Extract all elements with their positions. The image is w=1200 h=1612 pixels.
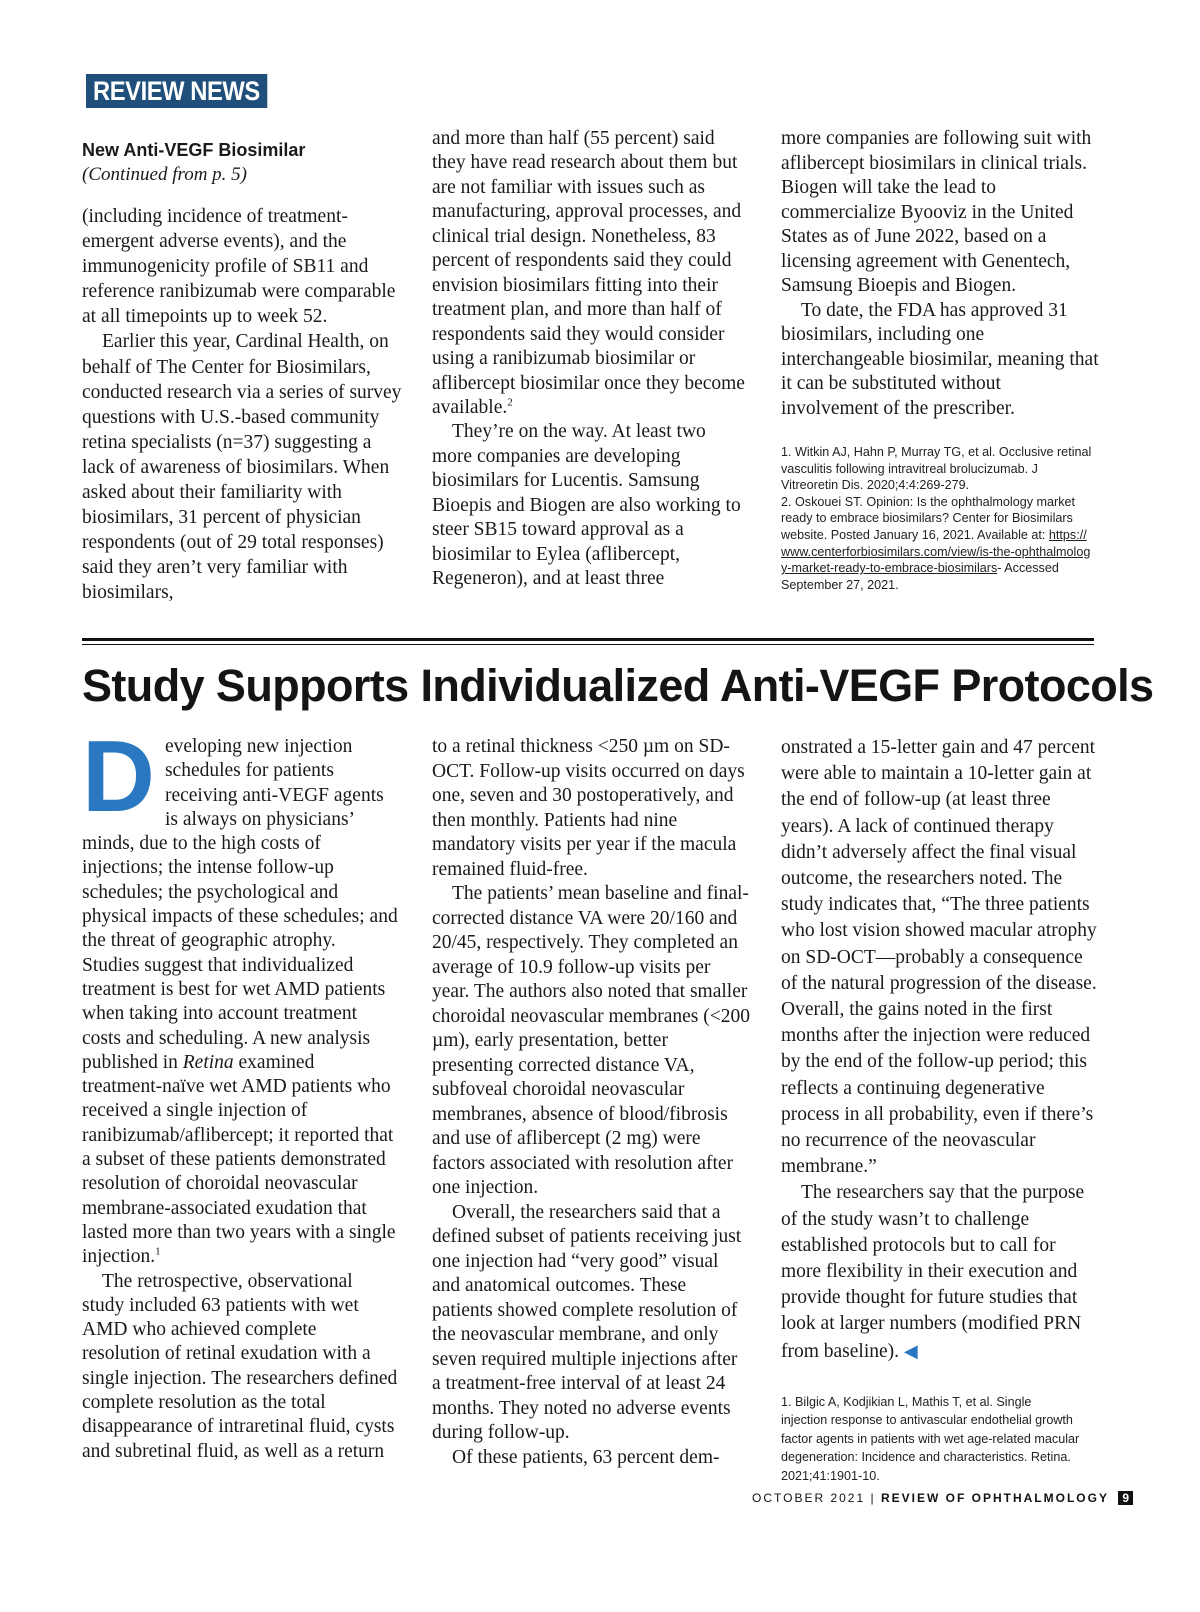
reference-item: 1. Bilgic A, Kodjikian L, Mathis T, et al. Single injection response to antivascular endothelial growth factor agents in patients with wet age-related macular degeneration: Incidence and characteristics. Retina. 2021;41:1901-10.: [781, 1394, 1080, 1483]
footer-separator: |: [870, 1491, 876, 1505]
top-article-column-1: [82, 130, 404, 606]
paragraph: The patients’ mean baseline and final-corrected distance VA were 20/160 and 20/45, respectively. They completed an average of 10.9 follow-up visits per year. The authors also noted that smaller choroidal neovascular membranes (<200 µm), early presentation, better presenting corrected distance VA, subfoveal choroidal neovascular membranes, absence of blood/fibrosis and use of aflibercept (2 mg) were factors associated with resolution after one injection.: [432, 883, 751, 1198]
main-article-column-3: [781, 735, 1099, 1485]
paragraph-text: eveloping new injection schedules for patients receiving anti-VEGF agents is always on physicians’ minds, due to the high costs of injections; the intense follow-up schedules; the psychological and physical impacts of these schedules; and the threat of geographic atrophy. Studies suggest that individualized treatment is best for wet AMD patients when taking into account treatment costs and scheduling. A new analysis published in: [82, 736, 398, 1073]
journal-name: Retina: [182, 1051, 234, 1073]
footnote-ref: 2: [507, 396, 513, 409]
paragraph-text: and more than half (55 percent) said they have read research about them but are not familiar with issues such as manufacturing, approval processes, and clinical trial design. Nonetheless, 83 percent of respondents said they could envision biosimilars fitting into their treatment plan, and more than half of respondents said they would consider using a ranibizumab biosimilar or aflibercept biosimilar once they become available.: [432, 128, 745, 418]
reference-item: 1. Witkin AJ, Hahn P, Murray TG, et al. Occlusive retinal vasculitis following intravitreal brolucizumab. J Vitreoretin Dis. 2020;4:4:269-279.: [781, 445, 1092, 493]
references: [781, 444, 1093, 593]
page-number: 9: [1118, 1491, 1133, 1505]
paragraph: The retrospective, observational study included 63 patients with wet AMD who achieved complete resolution of retinal exudation with a single injection. The researchers defined complete resolution as the total disappearance of intraretinal fluid, cysts and subretinal fluid, as well as a return: [82, 1270, 398, 1462]
end-mark-icon: ◀: [903, 1340, 918, 1361]
section-tag: REVIEW NEWS: [86, 74, 267, 108]
paragraph: (including incidence of treatment-emergent adverse events), and the immunogenicity profile of SB11 and reference ranibizumab were comparable at all timepoints up to week 52.: [82, 206, 396, 328]
paragraph: [82, 721, 398, 1270]
drop-cap: D: [82, 721, 155, 833]
paragraph: more companies are following suit with aflibercept biosimilars in clinical trials. Biogen will take the lead to commercialize Byooviz in the United States as of June 2022, based on a licensing agreement with Genentech, Samsung Bioepis and Biogen.: [781, 128, 1092, 296]
reference-link[interactable]: https://www.centerforbiosimilars.com/view/is-the-ophthalmology-market-ready-to-embrace-biosimilars: [781, 527, 1091, 576]
article-kicker: New Anti-VEGF Biosimilar: [82, 140, 306, 160]
reference-tail: - Accessed September 27, 2021.: [781, 561, 1059, 592]
paragraph: [432, 127, 750, 420]
paragraph-text: The researchers say that the purpose of the study wasn’t to challenge established protocols but to call for more flexibility in their execution and provide thought for future studies that look at larger numbers (modified PRN from baseline).: [781, 1182, 1085, 1362]
paragraph: Earlier this year, Cardinal Health, on behalf of The Center for Biosimilars, conducted research via a series of survey questions with U.S.-based community retina specialists (n=37) suggesting a lack of awareness of biosimilars. When asked about their familiarity with biosimilars, 31 percent of physician respondents (out of 29 total responses) said they aren’t very familiar with biosimilars,: [82, 331, 402, 604]
top-article-column-2: [432, 127, 750, 592]
continued-note: (Continued from p. 5): [82, 164, 248, 185]
reference-text: 2. Oskouei ST. Opinion: Is the ophthalmology market ready to embrace biosimilars? Center for Biosimilars website. Posted January 16, 2021. Available at:: [781, 494, 1076, 542]
paragraph: To date, the FDA has approved 31 biosimilars, including one interchangeable biosimilar, meaning that it can be substituted without involvement of the prescriber.: [781, 299, 1099, 419]
paragraph: They’re on the way. At least two more companies are developing biosimilars for Lucentis. Samsung Bioepis and Biogen are also working to steer SB15 toward approval as a biosimilar to Eylea (aflibercept, Regeneron), and at least three: [432, 421, 741, 590]
page-footer: [752, 1491, 1133, 1505]
divider-thin: [82, 644, 1094, 645]
divider-thick: [82, 638, 1094, 641]
top-article-column-3: [781, 127, 1099, 593]
footer-issue: OCTOBER 2021: [752, 1491, 866, 1505]
paragraph: [781, 1180, 1099, 1364]
main-article-column-2: [432, 735, 750, 1470]
main-article-column-1: [82, 721, 398, 1464]
footnote-ref: 1: [155, 1245, 161, 1258]
footer-publication: REVIEW OF OPHTHALMOLOGY: [880, 1491, 1109, 1505]
references: [781, 1393, 1081, 1485]
paragraph-text: examined treatment-naïve wet AMD patients who received a single injection of ranibizumab/aflibercept; it reported that a subset of these patients demonstrated resolution of choroidal neovascular membrane-associated exudation that lasted more than two years with a single injection.: [82, 1051, 396, 1268]
paragraph: Overall, the researchers said that a defined subset of patients receiving just one injection had “very good” visual and anatomical outcomes. These patients showed complete resolution of the neovascular membrane, and only seven required multiple injections after a treatment-free interval of at least 24 months. They noted no adverse events during follow-up.: [432, 1201, 742, 1443]
paragraph: to a retinal thickness <250 µm on SD-OCT. Follow-up visits occurred on days one, seven and 30 postoperatively, and then monthly. Patients had nine mandatory visits per year if the macula remained fluid-free.: [432, 736, 745, 880]
paragraph: Of these patients, 63 percent dem-: [452, 1446, 720, 1468]
article-headline: Study Supports Individualized Anti-VEGF Protocols: [82, 660, 1154, 711]
paragraph: onstrated a 15-letter gain and 47 percent were able to maintain a 10-letter gain at the end of follow-up (at least three years). A lack of continued therapy didn’t adversely affect the final visual outcome, the researchers noted. The study indicates that, “The three patients who lost vision showed macular atrophy on SD-OCT—probably a consequence of the natural progression of the disease. Overall, the gains noted in the first months after the injection were reduced by the end of the follow-up period; this reflects a continuing degenerative process in all probability, even if there’s no recurrence of the neovascular membrane.”: [781, 737, 1097, 1178]
reference-item: [781, 494, 1093, 594]
